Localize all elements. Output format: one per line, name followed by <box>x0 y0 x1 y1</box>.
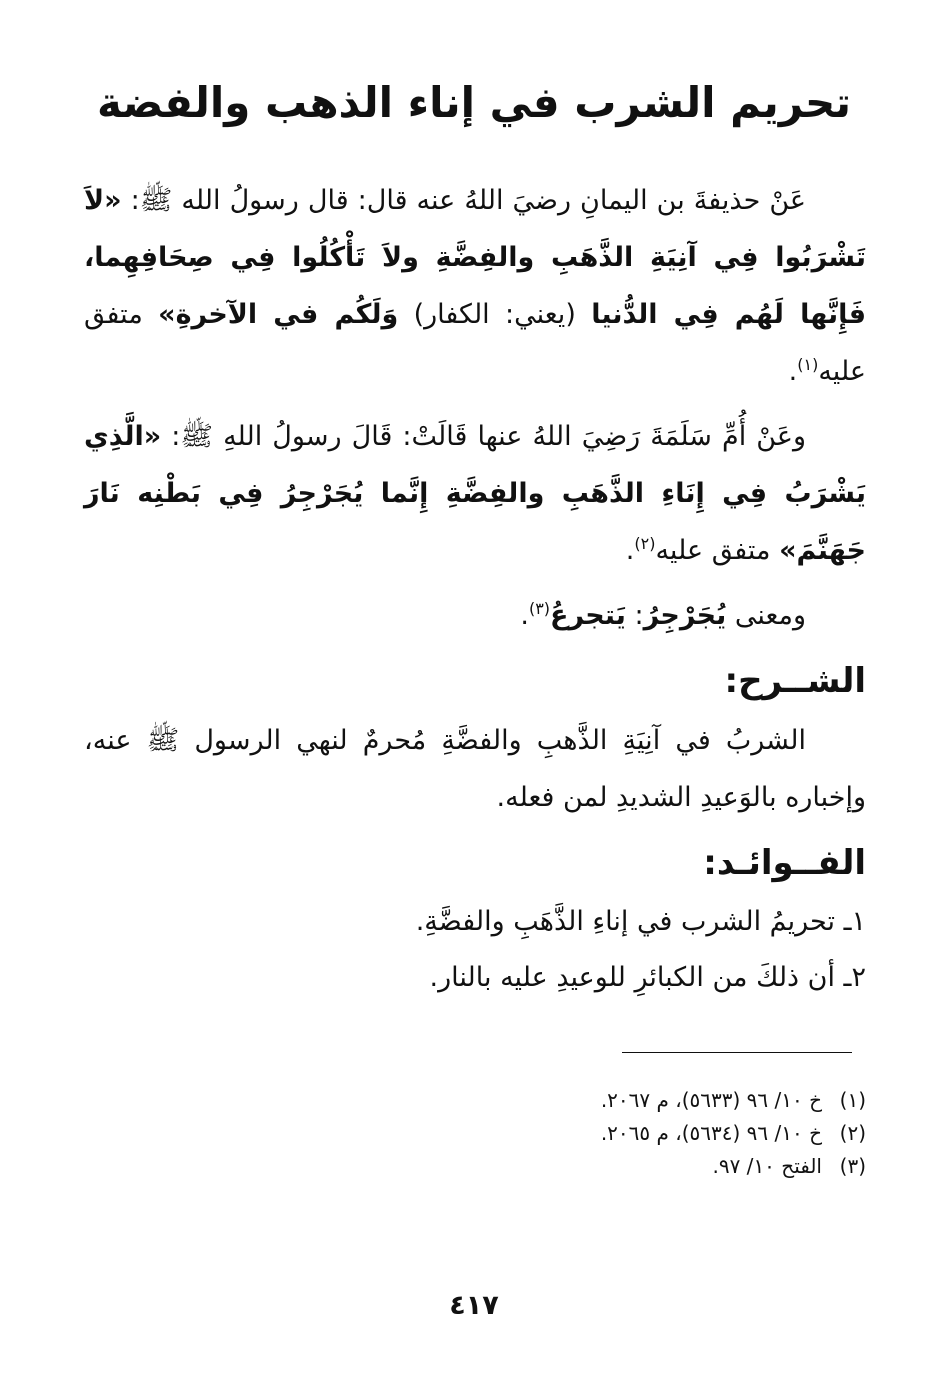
sharh-heading: الشــرح: <box>724 661 866 701</box>
meaning-sep: : <box>625 600 644 631</box>
fawaid-item-1: ١ـ تحريمُ الشرب في إناءِ الذَّهَبِ والفضَّةِ. <box>415 906 866 937</box>
hadith-1: عَنْ حذيفةَ بن اليمانِ رضيَ اللهُ عنه قال: قال رسولُ الله ﷺ: «لاَ تَشْرَبُوا فِي آنِيَةِ الذَّهَبِ والفِضَّةِ ولاَ تَأْكُلُوا فِي صِحَافِهِما، فَإِنَّها لَهُم فِي الدُّنيا (يعني: الكفار) وَلَكُم في الآخرةِ» متفق عليه$^{(١)}$. <box>84 185 866 387</box>
footnote-1-text: خ ١٠/ ٩٦ (٥٦٣٣)، م ٢٠٦٧. <box>600 1088 822 1112</box>
footnote-divider <box>622 1052 852 1053</box>
footnote-1-number: (١) <box>839 1088 866 1112</box>
sharh-text: الشربُ في آنِيَةِ الذَّهبِ والفضَّةِ مُحرمٌ لنهي الرسول ﷺ عنه، وإخباره بالوَعيدِ الشديدِ لمن فعله. <box>84 725 866 813</box>
footnote-1 <box>466 1084 866 1117</box>
hadith-1-quote-end: وَلَكُم في الآخرةِ» <box>158 299 399 330</box>
footnotes <box>466 1084 866 1183</box>
footnote-3 <box>466 1150 866 1183</box>
hadith-2: وعَنْ أُمِّ سَلَمَةَ رَضِيَ اللهُ عنها قَالَتْ: قَالَ رسولُ اللهِ ﷺ: «الَّذِي يَشْرَبُ فِي إِنَاءِ الذَّهَبِ والفِضَّةِ إِنَّما يُجَرْجِرُ فِي بَطْنِه نَارَ جَهَنَّمَ» متفق عليه$^{(٢)}$. <box>84 421 866 566</box>
footnote-2-number: (٢) <box>839 1121 866 1145</box>
footnote-2 <box>466 1117 866 1150</box>
page-number: ٤١٧ <box>449 1290 499 1321</box>
fawaid-heading: الفــوائـد: <box>703 843 866 883</box>
footnote-ref-2[interactable]: (٢) <box>634 534 656 553</box>
meaning-explanation: يَتجرعُ <box>550 600 626 631</box>
hadith-2-quote: «الَّذِي يَشْرَبُ فِي إِنَاءِ الذَّهَبِ والفِضَّةِ إِنَّما يُجَرْجِرُ فِي بَطْنِه نَارَ جَهَنَّمَ» <box>84 421 866 566</box>
footnote-3-text: الفتح ١٠/ ٩٧. <box>712 1154 822 1178</box>
meaning-word: يُجَرْجِرُ <box>643 600 727 631</box>
meaning-prefix: ومعنى <box>726 600 806 631</box>
hadith-1-aside: (يعني: الكفار) <box>398 299 592 330</box>
hadith-1-source: متفق عليه <box>84 299 866 387</box>
footnote-3-number: (٣) <box>839 1154 866 1178</box>
hadith-2-source: متفق عليه <box>655 535 780 566</box>
footnote-ref-1[interactable]: (١) <box>797 355 819 374</box>
main-text <box>84 172 866 1006</box>
hadith-1-intro: عَنْ حذيفةَ بن اليمانِ رضيَ اللهُ عنه قال: قال رسولُ الله ﷺ: <box>121 185 806 216</box>
footnote-2-text: خ ١٠/ ٩٦ (٥٦٣٤)، م ٢٠٦٥. <box>600 1121 822 1145</box>
word-meaning: ومعنى يُجَرْجِرُ: يَتجرعُ$^{(٣)}$. <box>520 599 806 631</box>
hadith-2-intro: وعَنْ أُمِّ سَلَمَةَ رَضِيَ اللهُ عنها قَالَتْ: قَالَ رسولُ اللهِ ﷺ: <box>161 421 806 452</box>
footnote-ref-3[interactable]: (٣) <box>528 599 551 618</box>
chapter-title: تحريم الشرب في إناء الذهب والفضة <box>97 78 851 127</box>
fawaid-item-2: ٢ـ أن ذلكَ من الكبائرِ للوعيدِ عليه بالنار. <box>429 962 866 993</box>
hadith-1-quote: «لاَ تَشْرَبُوا فِي آنِيَةِ الذَّهَبِ والفِضَّةِ ولاَ تَأْكُلُوا فِي صِحَافِهِما، فَإِنَّها لَهُم فِي الدُّنيا <box>84 185 866 330</box>
